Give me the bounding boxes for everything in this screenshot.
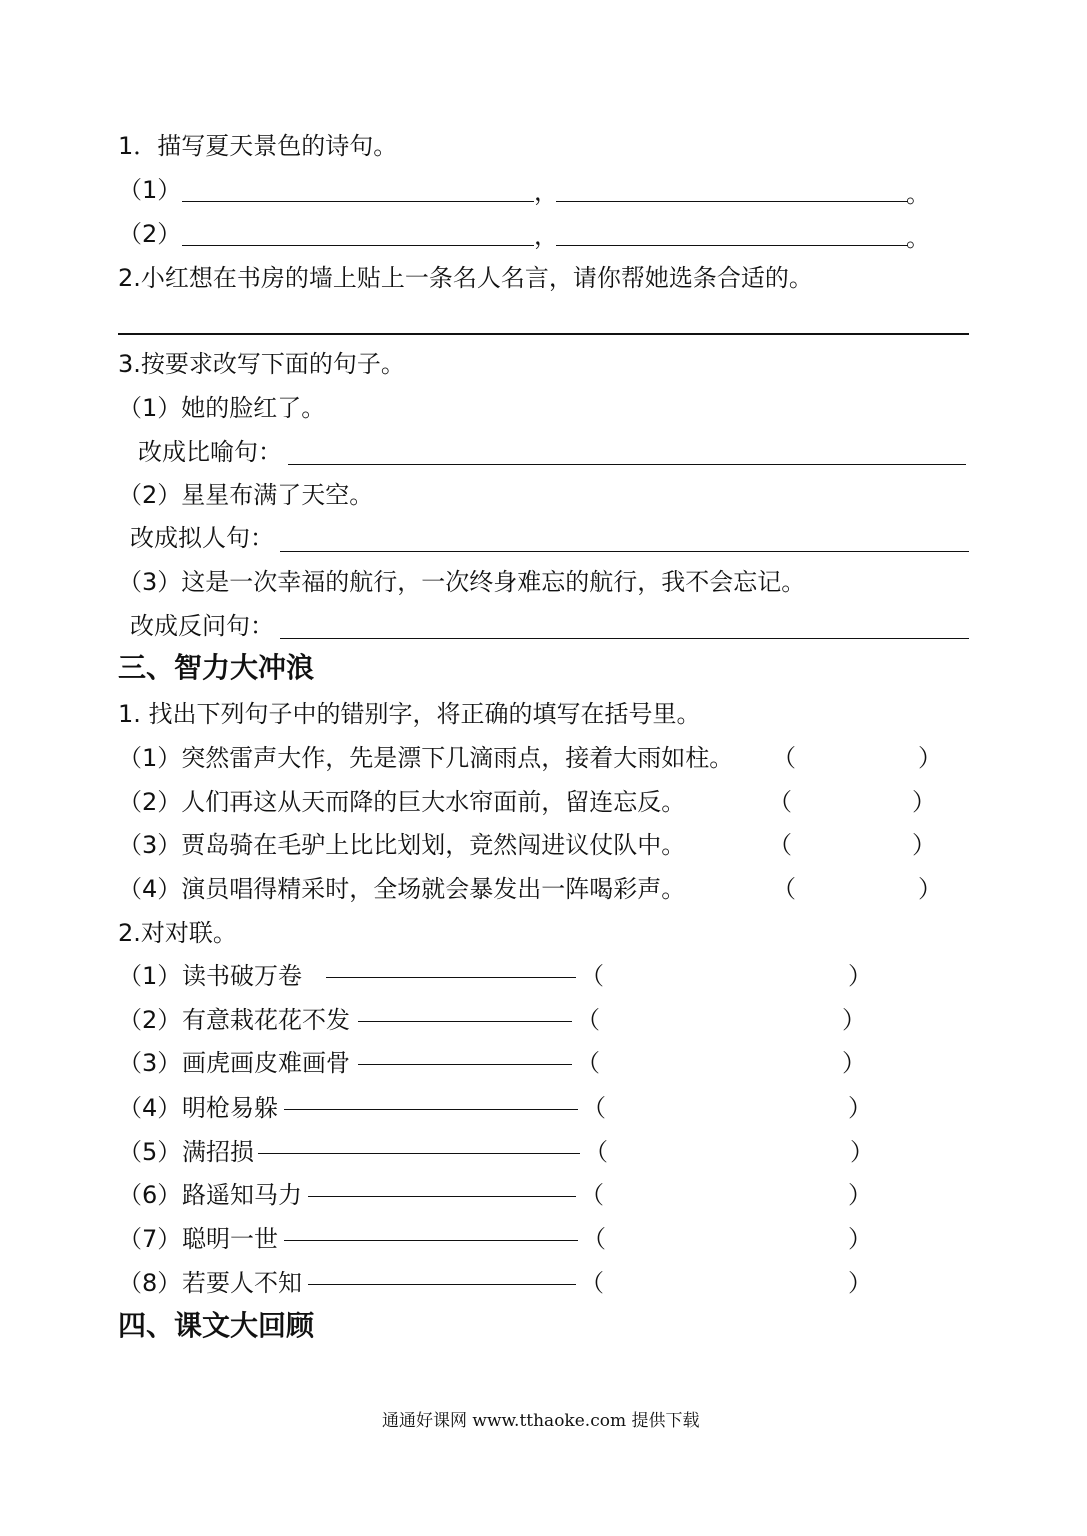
q1-line-2-comma: ， [534, 222, 558, 250]
q2-answer-line[interactable] [118, 333, 969, 335]
couplet-5-open: （ [584, 1138, 608, 1166]
couplet-7-open: （ [582, 1225, 606, 1253]
q3-title: 3.按要求改写下面的句子。 [118, 350, 405, 378]
couplet-6-line [308, 1196, 576, 1197]
couplet-4-open: （ [582, 1094, 606, 1122]
couplet-6-open: （ [580, 1181, 604, 1209]
couplet-3-open: （ [576, 1049, 600, 1077]
s3-q1-item-4-open: （ [772, 875, 796, 903]
s3-q1-item-3-open: （ [768, 831, 792, 859]
q1-line-1-comma: ， [534, 178, 558, 206]
s3-q1-item-4: （4）演员唱得精采时，全场就会暴发出一阵喝彩声。 [118, 875, 686, 903]
q1-line-2-blank-a[interactable] [182, 245, 534, 246]
s3-q1-item-3: （3）贾岛骑在毛驴上比比划划，竞然闯进议仗队中。 [118, 831, 686, 859]
couplet-3-num: （3） [118, 1049, 182, 1077]
q1-line-1-end: 。 [906, 180, 930, 208]
s3-q1-item-1-open: （ [772, 744, 796, 772]
couplet-4-close: ） [848, 1094, 872, 1122]
s3-q1-item-3-close: ） [912, 831, 936, 859]
q3-item-2-task: 改成拟人句： [130, 524, 274, 552]
couplet-3-line [358, 1064, 572, 1065]
couplet-7-line [284, 1240, 578, 1241]
q3-item-1-task: 改成比喻句： [138, 438, 282, 466]
q3-item-3-task: 改成反问句： [130, 612, 274, 640]
couplet-1-line [326, 977, 576, 978]
couplet-7-num: （7） [118, 1225, 182, 1253]
s3-q1-item-1: （1）突然雷声大作，先是漂下几滴雨点，接着大雨如柱。 [118, 744, 734, 772]
couplet-8-line [308, 1284, 576, 1285]
couplet-1-close: ） [848, 962, 872, 990]
couplet-4-num: （4） [118, 1094, 182, 1122]
s3-q1-item-4-close: ） [918, 875, 942, 903]
q1-line-1-blank-a[interactable] [182, 201, 534, 202]
q3-item-3-sentence: （3）这是一次幸福的航行，一次终身难忘的航行，我不会忘记。 [118, 568, 806, 596]
s3-q1-item-2: （2）人们再这从天而降的巨大水帘面前，留连忘反。 [118, 788, 686, 816]
q1-title: 1．描写夏天景色的诗句。 [118, 132, 398, 160]
couplet-5-text: 满招损 [182, 1138, 254, 1166]
couplet-8-num: （8） [118, 1269, 182, 1297]
section-four-heading: 四、课文大回顾 [118, 1309, 315, 1342]
couplet-5-line [258, 1153, 580, 1154]
q3-item-3-blank[interactable] [280, 638, 969, 639]
s3-q1-item-2-open: （ [768, 788, 792, 816]
couplet-4-line [284, 1109, 578, 1110]
couplet-2-open: （ [576, 1006, 600, 1034]
couplet-6-num: （6） [118, 1181, 182, 1209]
q1-line-2-end: 。 [906, 224, 930, 252]
q3-item-1-blank[interactable] [288, 464, 966, 465]
couplet-8-close: ） [848, 1269, 872, 1297]
couplet-6-close: ） [848, 1181, 872, 1209]
couplet-1-text: 读书破万卷 [182, 962, 302, 990]
couplet-6-text: 路遥知马力 [182, 1181, 302, 1209]
s3-q1-item-1-close: ） [918, 744, 942, 772]
s3-q1-item-2-close: ） [912, 788, 936, 816]
couplet-2-line [358, 1021, 572, 1022]
s3-q2-title: 2.对对联。 [118, 919, 237, 947]
couplet-8-text: 若要人不知 [182, 1269, 302, 1297]
couplet-2-num: （2） [118, 1006, 182, 1034]
section-three-heading: 三、智力大冲浪 [118, 651, 315, 684]
q1-line-1-blank-b[interactable] [556, 201, 908, 202]
q1-line-2-blank-b[interactable] [556, 245, 908, 246]
q1-line-1-num: （1） [118, 176, 182, 204]
q1-line-2-num: （2） [118, 220, 182, 248]
q3-item-2-sentence: （2）星星布满了天空。 [118, 481, 374, 509]
couplet-4-text: 明枪易躲 [182, 1094, 278, 1122]
couplet-5-num: （5） [118, 1138, 182, 1166]
couplet-7-close: ） [848, 1225, 872, 1253]
couplet-3-close: ） [842, 1049, 866, 1077]
s3-q1-title: 1. 找出下列句子中的错别字，将正确的填写在括号里。 [118, 700, 701, 728]
q2-title: 2.小红想在书房的墙上贴上一条名人名言，请你帮她选条合适的。 [118, 264, 813, 292]
couplet-2-text: 有意栽花花不发 [182, 1006, 350, 1034]
couplet-7-text: 聪明一世 [182, 1225, 278, 1253]
couplet-3-text: 画虎画皮难画骨 [182, 1049, 350, 1077]
couplet-5-close: ） [850, 1138, 874, 1166]
couplet-8-open: （ [580, 1269, 604, 1297]
couplet-1-open: （ [580, 962, 604, 990]
q3-item-2-blank[interactable] [280, 551, 969, 552]
couplet-1-num: （1） [118, 962, 182, 990]
couplet-2-close: ） [842, 1006, 866, 1034]
page-footer: 通通好课网 www.tthaoke.com 提供下载 [382, 1411, 700, 1431]
q3-item-1-sentence: （1）她的脸红了。 [118, 394, 326, 422]
